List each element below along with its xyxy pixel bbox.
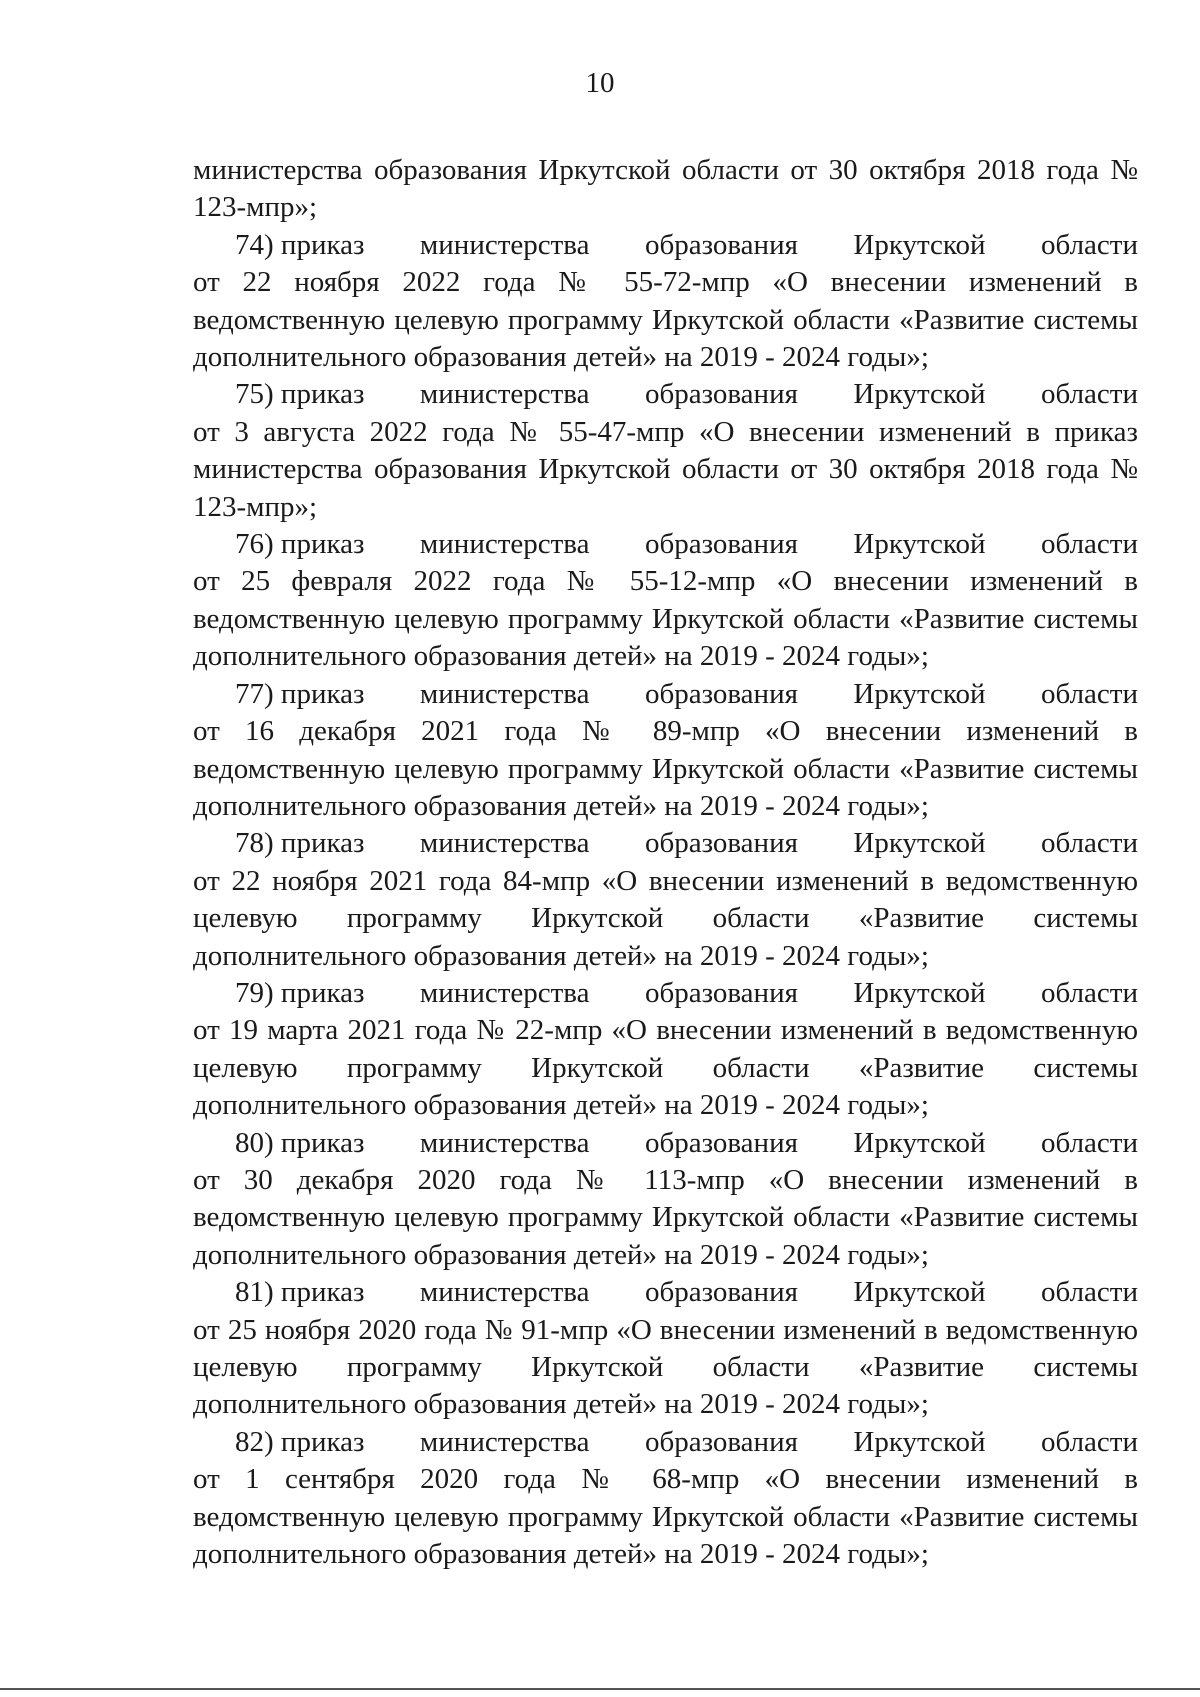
list-item-number-and-word bbox=[235, 526, 364, 563]
list-item-body: от 22 ноября 2022 года № 55-72-мпр «О внесении изменений в ведомственную целевую программу Иркутской области «Развитие системы дополнительного образования детей» на 2019 - 2024 годы»; bbox=[193, 266, 1138, 374]
list-item-number: 78) bbox=[235, 827, 274, 860]
list-item-head-word: образования bbox=[644, 827, 798, 860]
list-item-heading bbox=[193, 975, 1138, 1012]
list-item-head-word: министерства bbox=[419, 1276, 590, 1309]
list-item-number: 75) bbox=[235, 378, 274, 411]
list-item-head-word: приказ bbox=[280, 378, 365, 411]
order-list bbox=[193, 227, 1138, 1574]
list-item-head-word: министерства bbox=[419, 1126, 590, 1159]
list-item-head-word: Иркутской bbox=[853, 1126, 986, 1159]
list-item-head-word: Иркутской bbox=[853, 1276, 986, 1309]
list-item-head-word: приказ bbox=[280, 677, 365, 710]
list-item-heading bbox=[193, 227, 1138, 264]
list-item bbox=[193, 676, 1138, 826]
list-item-head-word: области bbox=[1041, 976, 1138, 1009]
list-item-number-and-word bbox=[235, 1274, 364, 1311]
list-item-head-word: области bbox=[1041, 528, 1138, 561]
list-item-body: от 16 декабря 2021 года № 89-мпр «О внесении изменений в ведомственную целевую программу Иркутской области «Развитие системы дополнительного образования детей» на 2019 - 2024 годы»; bbox=[193, 715, 1138, 822]
list-item-heading bbox=[193, 1274, 1138, 1311]
list-item-number-and-word bbox=[235, 676, 364, 713]
list-item-number-and-word bbox=[235, 825, 364, 862]
list-item-number: 82) bbox=[235, 1425, 274, 1458]
list-item-head-word: Иркутской bbox=[853, 528, 986, 561]
list-item-head-word: министерства bbox=[419, 976, 590, 1009]
list-item-head-word: приказ bbox=[280, 528, 365, 561]
list-item-number-and-word bbox=[235, 376, 364, 413]
list-item bbox=[193, 376, 1138, 526]
list-item-number: 76) bbox=[235, 528, 274, 561]
list-item-head-word: образования bbox=[644, 1425, 798, 1458]
list-item bbox=[193, 227, 1138, 377]
page-bottom-edge bbox=[0, 1688, 1200, 1690]
list-item-head-word: Иркутской bbox=[853, 378, 986, 411]
list-item-head-word: образования bbox=[644, 1126, 798, 1159]
list-item-head-word: Иркутской bbox=[853, 976, 986, 1009]
list-item-head-word: области bbox=[1041, 677, 1138, 710]
list-item-head-word: Иркутской bbox=[853, 677, 986, 710]
list-item-head-word: Иркутской bbox=[853, 1425, 986, 1458]
list-item-heading bbox=[193, 1125, 1138, 1162]
list-item-number-and-word bbox=[235, 1424, 364, 1461]
list-item-body: от 25 февраля 2022 года № 55-12-мпр «О внесении изменений в ведомственную целевую программу Иркутской области «Развитие системы дополнительного образования детей» на 2019 - 2024 годы»; bbox=[193, 565, 1138, 673]
list-item-head-word: области bbox=[1041, 378, 1138, 411]
list-item-heading bbox=[193, 825, 1138, 862]
list-item-head-word: образования bbox=[644, 528, 798, 561]
list-item-head-word: министерства bbox=[419, 677, 590, 710]
list-item-head-word: приказ bbox=[280, 1425, 365, 1458]
list-item-head-word: министерства bbox=[419, 1425, 590, 1458]
list-item-number: 79) bbox=[235, 976, 274, 1009]
list-item-body: от 30 декабря 2020 года № 113-мпр «О внесении изменений в ведомственную целевую программу Иркутской области «Развитие системы дополнительного образования детей» на 2019 - 2024 годы»; bbox=[193, 1163, 1138, 1271]
list-item-head-word: области bbox=[1041, 1126, 1138, 1159]
list-item-head-word: области bbox=[1041, 228, 1138, 261]
list-item-head-word: Иркутской bbox=[853, 228, 986, 261]
list-item-body: от 25 ноября 2020 года № 91-мпр «О внесении изменений в ведомственную целевую программу Иркутской области «Развитие системы дополнительного образования детей» на 2019 - 2024 годы»; bbox=[193, 1313, 1138, 1421]
document-body bbox=[193, 152, 1138, 1573]
list-item-head-word: области bbox=[1041, 1425, 1138, 1458]
list-item-body: от 3 августа 2022 года № 55-47-мпр «О внесении изменений в приказ министерства образования Иркутской области от 30 октября 2018 года № 123-мпр»; bbox=[193, 415, 1138, 523]
list-item bbox=[193, 1424, 1138, 1574]
list-item-body: от 22 ноября 2021 года 84-мпр «О внесении изменений в ведомственную целевую программу Иркутской области «Развитие системы дополнительного образования детей» на 2019 - 2024 годы»; bbox=[193, 864, 1138, 972]
list-item-head-word: образования bbox=[644, 677, 798, 710]
list-item-head-word: образования bbox=[644, 378, 798, 411]
list-item-heading bbox=[193, 1424, 1138, 1461]
list-item-heading bbox=[193, 676, 1138, 713]
list-item-number: 81) bbox=[235, 1276, 274, 1309]
list-item-head-word: приказ bbox=[280, 1276, 365, 1309]
list-item-head-word: приказ bbox=[280, 1126, 365, 1159]
list-item bbox=[193, 975, 1138, 1125]
intro-paragraph: министерства образования Иркутской области от 30 октября 2018 года № 123-мпр»; bbox=[193, 154, 1138, 224]
list-item-number-and-word bbox=[235, 1125, 364, 1162]
list-item-head-word: приказ bbox=[280, 228, 365, 261]
list-item-head-word: министерства bbox=[419, 827, 590, 860]
list-item-head-word: области bbox=[1041, 1276, 1138, 1309]
list-item-head-word: министерства bbox=[419, 378, 590, 411]
list-item-number: 77) bbox=[235, 677, 274, 710]
list-item-number: 74) bbox=[235, 228, 274, 261]
list-item-heading bbox=[193, 526, 1138, 563]
list-item-number-and-word bbox=[235, 975, 364, 1012]
list-item-number-and-word bbox=[235, 227, 364, 264]
list-item-head-word: образования bbox=[644, 228, 798, 261]
list-item-head-word: образования bbox=[644, 1276, 798, 1309]
list-item bbox=[193, 1125, 1138, 1275]
list-item-head-word: области bbox=[1041, 827, 1138, 860]
page-number: 10 bbox=[585, 67, 615, 99]
list-item-head-word: образования bbox=[644, 976, 798, 1009]
list-item bbox=[193, 1274, 1138, 1424]
list-item bbox=[193, 526, 1138, 676]
list-item-number: 80) bbox=[235, 1126, 274, 1159]
list-item-head-word: министерства bbox=[419, 528, 590, 561]
list-item bbox=[193, 825, 1138, 975]
list-item-head-word: министерства bbox=[419, 228, 590, 261]
list-item-body: от 1 сентября 2020 года № 68-мпр «О внесении изменений в ведомственную целевую программу Иркутской области «Развитие системы дополнительного образования детей» на 2019 - 2024 годы»; bbox=[193, 1463, 1138, 1571]
list-item-head-word: приказ bbox=[280, 976, 365, 1009]
list-item-head-word: приказ bbox=[280, 827, 365, 860]
list-item-heading bbox=[193, 376, 1138, 413]
list-item-head-word: Иркутской bbox=[853, 827, 986, 860]
list-item-body: от 19 марта 2021 года № 22-мпр «О внесении изменений в ведомственную целевую программу Иркутской области «Развитие системы дополнительного образования детей» на 2019 - 2024 годы»; bbox=[193, 1014, 1138, 1122]
